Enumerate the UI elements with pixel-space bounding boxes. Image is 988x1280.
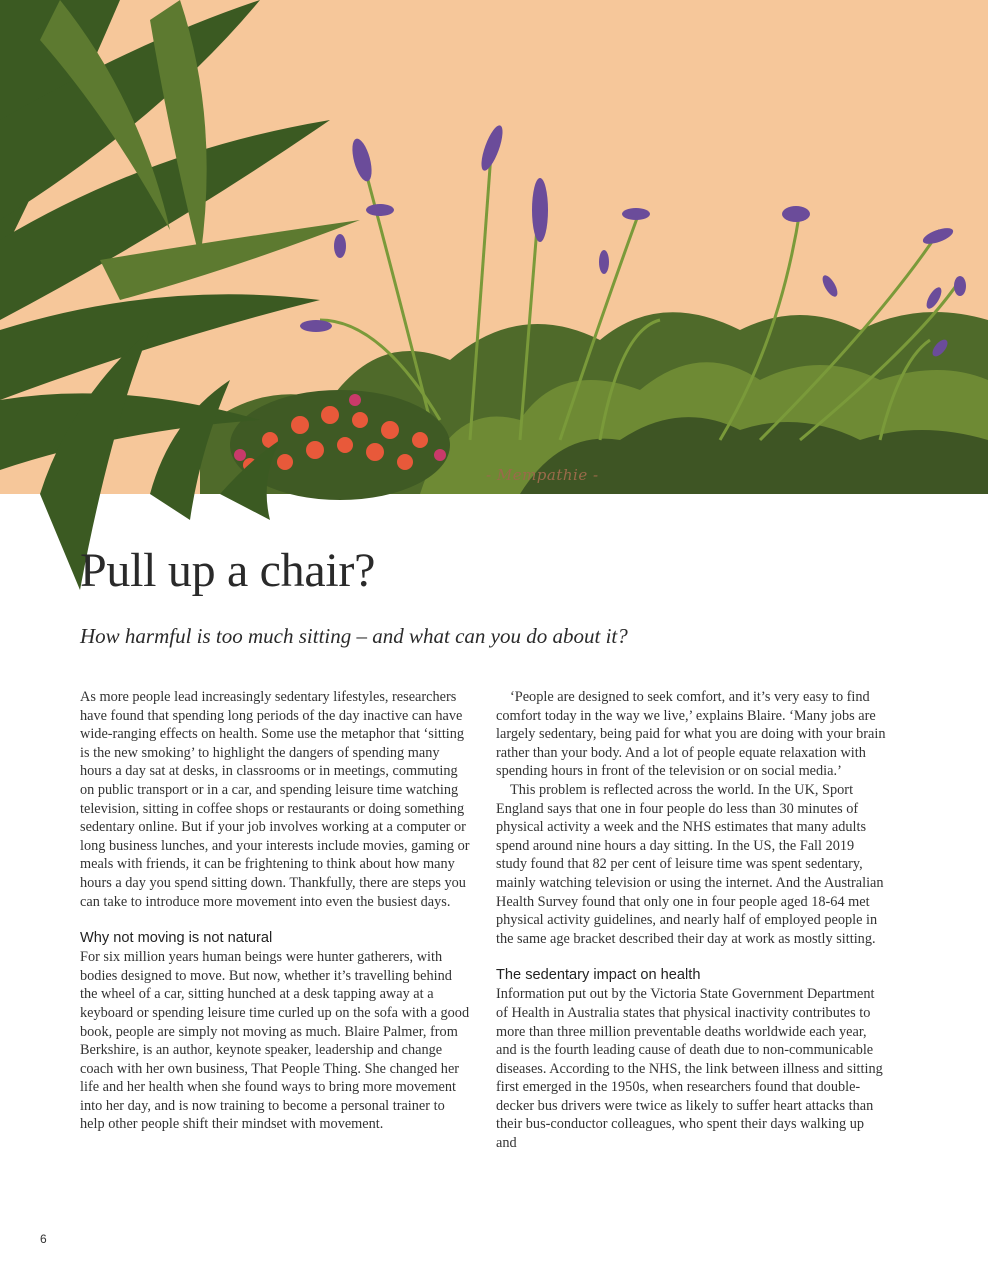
left-column — [80, 688, 472, 1134]
illustration-signature: - Mempathie - — [486, 466, 599, 484]
body-paragraph: ‘People are designed to seek comfort, and it’s very easy to find comfort today in the way we live,’ explains Blaire. ‘Many jobs are largely sedentary, being paid for what you are doing with your brain rather than your body. And a lot of people equate relaxation with spending hours in front of the television or on social media.’ — [496, 689, 886, 780]
garden-plants-illustration — [0, 0, 988, 610]
page-number: 6 — [40, 1232, 47, 1246]
section-heading: The sedentary impact on health — [496, 967, 701, 984]
intro-paragraph: As more people lead increasingly sedentary lifestyles, researchers have found that spending long periods of the day inactive can have wide-ranging effects on health. Some use the metaphor that ‘sitting is the new smoking’ to highlight the dangers of spending many hours a day sat at desks, in classrooms or in meetings, commuting on public transport or in a car, and spending leisure time watching television, sitting in coffee shops or restaurants or doing something sedentary online. But if your job involves working at a computer or long business lunches, and your interests include movies, gaming or meals with friends, it can be frightening to think about how many hours a day you spend sitting down. Thankfully, there are steps you can take to introduce more movement into even the busiest days. — [80, 689, 470, 910]
page-title: Pull up a chair? — [80, 544, 376, 597]
plants-icon — [0, 0, 988, 610]
body-paragraph: For six million years human beings were hunter gatherers, with bodies designed to move. But now, whether it’s travelling behind the wheel of a car, sitting hunched at a desk tapping away at a keyboard or spending leisure time curled up on the sofa with a good book, people are simply not moving as much. Blaire Palmer, from Berkshire, is an author, keynote speaker, leadership and change coach with her own business, That People Thing. She changed her life and her health when she found ways to bring more movement into her day, and is now training to become a personal trainer to help other people shift their mindset with movement. — [80, 949, 470, 1133]
page-subtitle: How harmful is too much sitting – and what can you do about it? — [80, 624, 628, 648]
body-paragraph: This problem is reflected across the world. In the UK, Sport England says that one in four people do less than 30 minutes of physical activity a week and the NHS estimates that many adults spend around nine hours a day sitting. In the US, the Fall 2019 study found that 82 per cent of leisure time was spent sedentary, mainly watching television or using the internet. And the Australian Health Survey found that only one in four people aged 18-64 met physical activity guidelines, and nearly half of employed people in the same age bracket described their day at work as mostly sitting. — [496, 781, 884, 947]
section-heading: Why not moving is not natural — [80, 930, 273, 947]
body-paragraph: Information put out by the Victoria State Government Department of Health in Australia states that physical inactivity contributes to more than three million preventable deaths worldwide each year, and is the fourth leading cause of death due to non-communicable diseases. According to the NHS, the link between illness and sitting first emerged in the 1950s, when researchers found that double-decker bus drivers were twice as likely to suffer heart attacks than their bus-conductor colleagues, who spent their days walking up and — [496, 986, 883, 1152]
right-column — [496, 688, 888, 1153]
